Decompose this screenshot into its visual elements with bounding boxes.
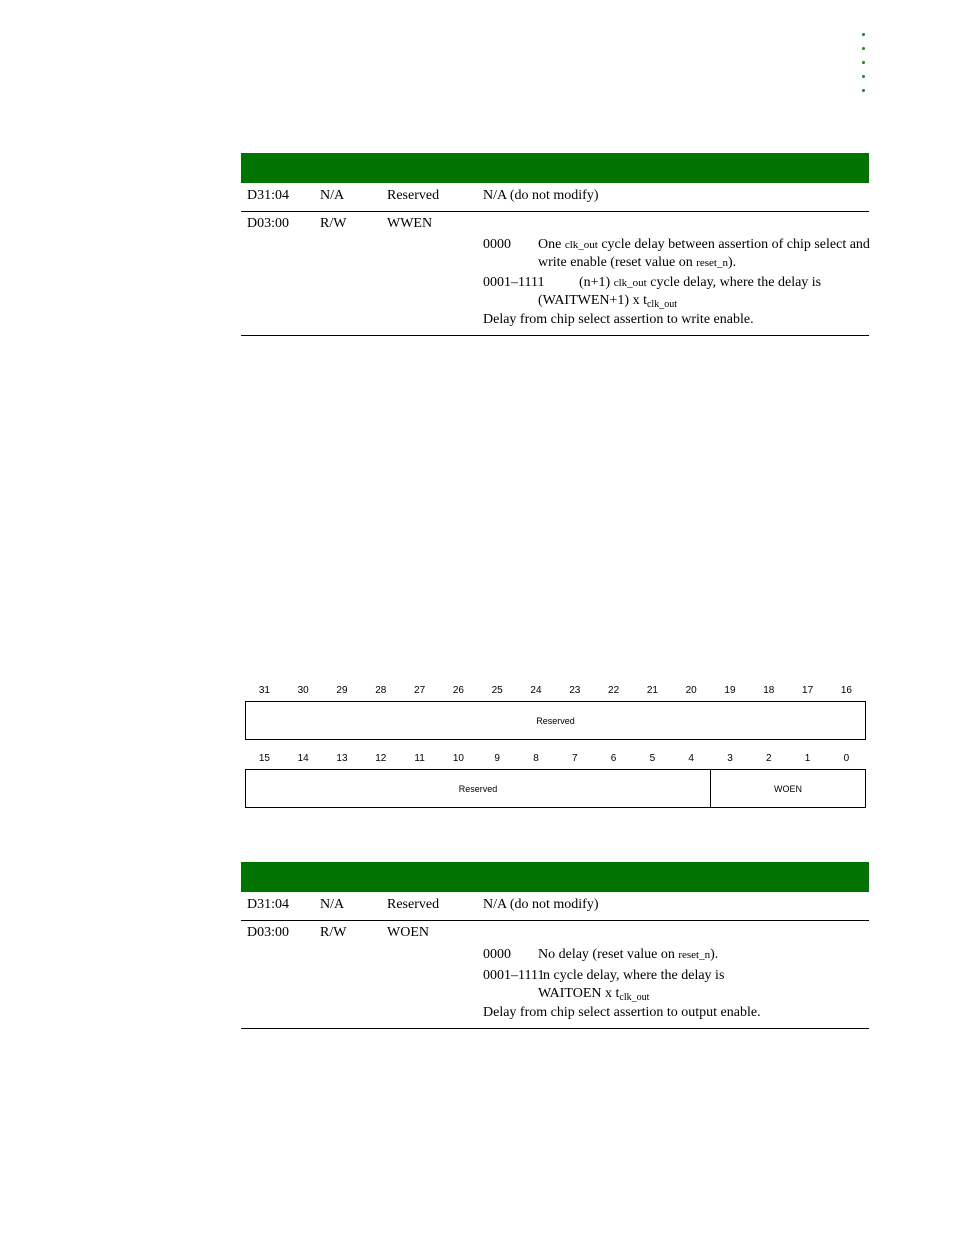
- bit-number: 29: [336, 685, 348, 696]
- woen-field: WOEN: [710, 770, 865, 807]
- table-header-bar: [241, 862, 869, 892]
- bit-number: 5: [649, 753, 656, 764]
- bit-number: 9: [494, 753, 500, 764]
- description-cell: N/A (do not modify): [483, 897, 599, 912]
- mnemonic-cell: WOEN: [387, 925, 429, 940]
- bit-number: 6: [610, 753, 617, 764]
- access-cell: R/W: [320, 925, 347, 940]
- bits-cell: D31:04: [247, 897, 289, 912]
- register-bit-diagram: [245, 684, 866, 810]
- bit-number: 28: [375, 685, 387, 696]
- value-formula: (WAITWEN+1) x $t_{clk\_out}$: [538, 293, 677, 310]
- bit-number: 22: [608, 685, 620, 696]
- bit-number: 1: [804, 753, 811, 764]
- bit-number: 21: [646, 685, 658, 696]
- mnemonic-cell: Reserved: [387, 897, 440, 912]
- bit-number: 30: [297, 685, 309, 696]
- row-divider: [241, 211, 869, 212]
- value-code: 0001–1111: [483, 275, 545, 290]
- margin-dot: [862, 47, 865, 50]
- bit-number: 26: [452, 685, 464, 696]
- table-header-bar: [241, 153, 869, 183]
- value-formula: WAITOEN x $t_{clk\_out}$: [538, 986, 650, 1003]
- field-note: Delay from chip select assertion to output enable.: [483, 1005, 761, 1020]
- bits-cell: D03:00: [247, 925, 289, 940]
- bit-number: 19: [724, 685, 736, 696]
- value-description: n cycle delay, where the delay is: [543, 968, 725, 983]
- reserved-field: Reserved: [458, 783, 498, 794]
- table-bottom-rule: [241, 1028, 869, 1029]
- bit-number: 14: [297, 753, 309, 764]
- woen-register-table: [241, 862, 869, 1029]
- bit-number: 15: [258, 753, 270, 764]
- field-note: Delay from chip select assertion to write enable.: [483, 312, 754, 327]
- mnemonic-cell: WWEN: [387, 216, 433, 231]
- bit-number: 12: [375, 753, 387, 764]
- value-code: 0000: [483, 237, 511, 252]
- bit-number: 23: [569, 685, 581, 696]
- bit-number: 25: [491, 685, 503, 696]
- margin-dots: [862, 33, 870, 103]
- bit-number: 16: [840, 685, 852, 696]
- lower-bit-numbers: [245, 752, 866, 766]
- bit-number: 31: [258, 685, 270, 696]
- access-cell: N/A: [320, 188, 345, 203]
- margin-dot: [862, 75, 865, 78]
- bit-number: 18: [763, 685, 775, 696]
- bit-number: 11: [414, 753, 425, 764]
- value-description-cont: write enable (reset value on reset_n).: [538, 255, 737, 270]
- bit-number: 13: [336, 753, 348, 764]
- upper-field-row: [245, 701, 866, 740]
- wwen-register-table: [241, 153, 869, 336]
- value-description: One clk_out cycle delay between assertion of chip select and: [538, 237, 870, 252]
- margin-dot: [862, 89, 865, 92]
- bit-number: 10: [452, 753, 464, 764]
- table-bottom-rule: [241, 335, 869, 336]
- bits-cell: D31:04: [247, 188, 289, 203]
- row-divider: [241, 920, 869, 921]
- access-cell: R/W: [320, 216, 347, 231]
- access-cell: N/A: [320, 897, 345, 912]
- value-description: No delay (reset value on reset_n).: [538, 947, 719, 962]
- upper-bit-numbers: [245, 684, 866, 698]
- bit-number: 3: [727, 753, 733, 764]
- value-description: (n+1) clk_out cycle delay, where the delay is: [579, 275, 822, 290]
- bit-number: 27: [414, 685, 426, 696]
- reserved-field: Reserved: [536, 715, 575, 726]
- bit-number: 17: [802, 685, 814, 696]
- bit-number: 8: [533, 753, 539, 764]
- bit-number: 0: [843, 753, 850, 764]
- value-code: 0001–1111: [483, 968, 545, 983]
- bit-number: 4: [688, 753, 694, 764]
- description-cell: N/A (do not modify): [483, 188, 599, 203]
- value-code: 0000: [483, 947, 511, 962]
- bit-number: 20: [685, 685, 697, 696]
- bit-number: 24: [530, 685, 542, 696]
- bit-number: 7: [572, 753, 578, 764]
- margin-dot: [862, 61, 865, 64]
- bit-number: 2: [766, 753, 772, 764]
- mnemonic-cell: Reserved: [387, 188, 440, 203]
- margin-dot: [862, 33, 865, 36]
- lower-field-row: [245, 769, 866, 808]
- bits-cell: D03:00: [247, 216, 289, 231]
